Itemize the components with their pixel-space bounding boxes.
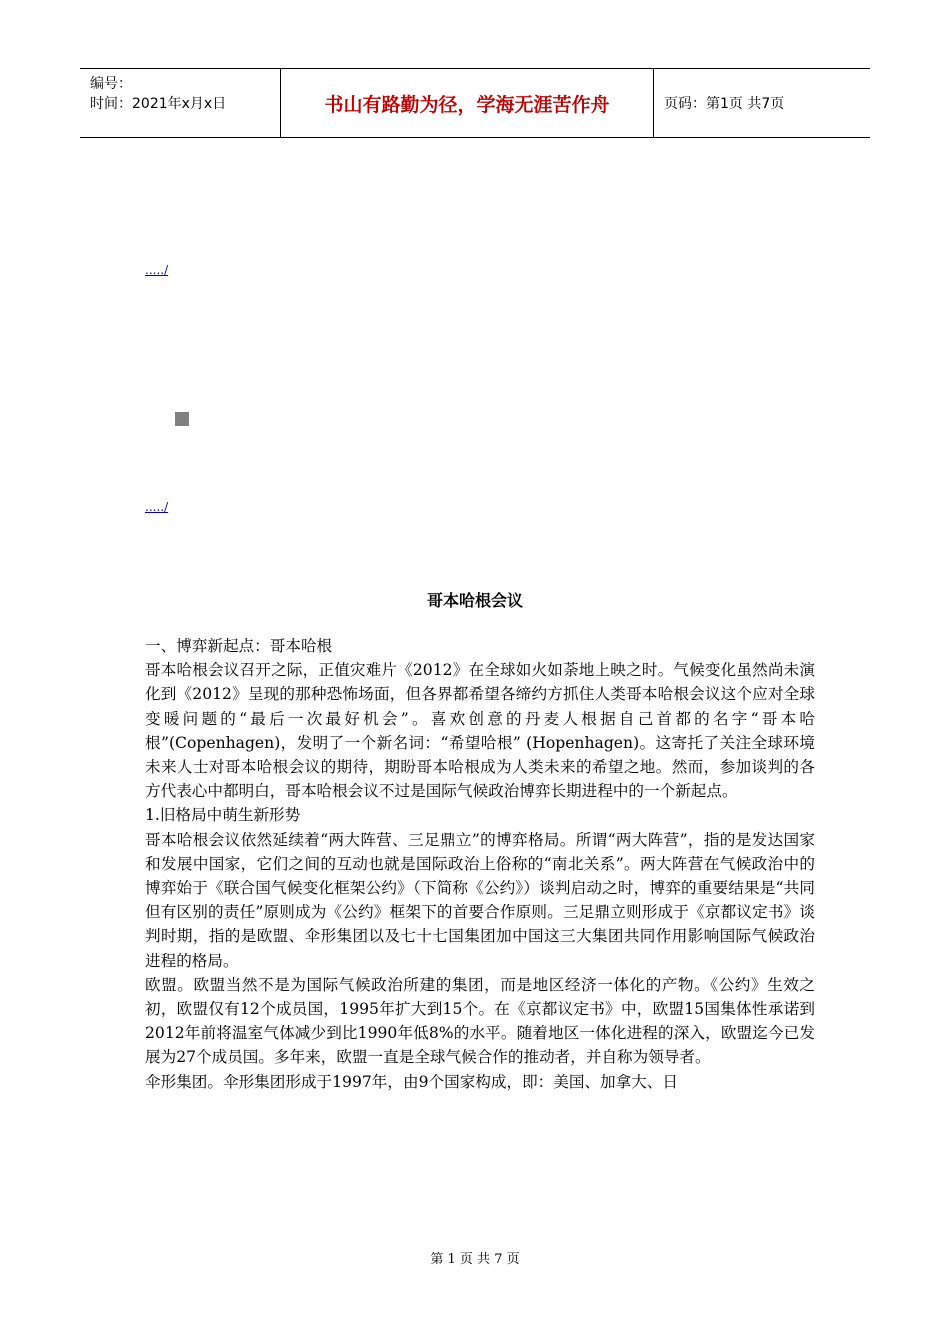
document-header <box>80 68 870 138</box>
document-body <box>145 634 815 1094</box>
header-motto: 书山有路勤为径，学海无涯苦作舟 <box>324 93 610 116</box>
paragraph: 哥本哈根会议召开之际，正值灾难片《2012》在全球如火如荼地上映之时。气候变化虽然尚未演化到《2012》呈现的那种恐怖场面，但各界都希望各缔约方抓住人类哥本哈根会议这个应对全球变暖问题的“最后一次最好机会”。喜欢创意的丹麦人根据自己首都的名字“哥本哈根”(Copenhagen)，发明了一个新名词：“希望哈根” (Hopenhagen)。这寄托了关注全球环境未来人士对哥本哈根会议的期待，期盼哥本哈根成为人类未来的希望之地。然而，参加谈判的各方代表心中都明白，哥本哈根会议不过是国际气候政治博弈长期进程中的一个新起点。 <box>145 661 815 801</box>
header-page-label: 页码：第1页 共7页 <box>664 96 785 112</box>
document-title: 哥本哈根会议 <box>426 591 523 610</box>
paragraph: 伞形集团。伞形集团形成于1997年，由9个国家构成，即：美国、加拿大、日 <box>145 1072 679 1091</box>
section-heading: 一、博弈新起点：哥本哈根 <box>145 637 333 655</box>
header-motto-cell <box>281 69 654 137</box>
paragraph: 哥本哈根会议依然延续着“两大阵营、三足鼎立”的博弈格局。所谓“两大阵营”，指的是发达国家和发展中国家，它们之间的互动也就是国际政治上俗称的“南北关系”。两大阵营在气候政治中的博弈始于《联合国气候变化框架公约》（下简称《公约》）谈判启动之时，博弈的重要结果是“共同但有区别的责任”原则成为《公约》框架下的首要合作原则。三足鼎立则形成于《京都议定书》谈判时期，指的是欧盟、伞形集团以及七十七国集团加中国这三大集团共同作用影响国际气候政治进程的格局。 <box>145 830 815 970</box>
header-page-cell <box>654 69 870 137</box>
document-number-label: 编号： <box>90 76 132 92</box>
page-footer: 第 1 页 共 7 页 <box>430 1252 520 1267</box>
subsection-heading: 1.旧格局中萌生新形势 <box>145 806 301 825</box>
link-top[interactable]: ...../ <box>145 263 169 277</box>
paragraph: 欧盟。欧盟当然不是为国际气候政治所建的集团，而是地区经济一体化的产物。《公约》生效之初，欧盟仅有12个成员国，1995年扩大到15个。在《京都议定书》中，欧盟15国集体性承诺到2012年前将温室气体减少到比1990年低8%的水平。随着地区一体化进程的深入，欧盟迄今已发展为27个成员国。多年来，欧盟一直是全球气候合作的推动者，并自称为领导者。 <box>145 975 815 1067</box>
image-placeholder-icon <box>175 412 189 426</box>
link-bottom[interactable]: ...../ <box>145 500 169 514</box>
document-time-label: 时间：2021年x月x日 <box>90 96 227 112</box>
header-meta-cell <box>80 69 281 137</box>
